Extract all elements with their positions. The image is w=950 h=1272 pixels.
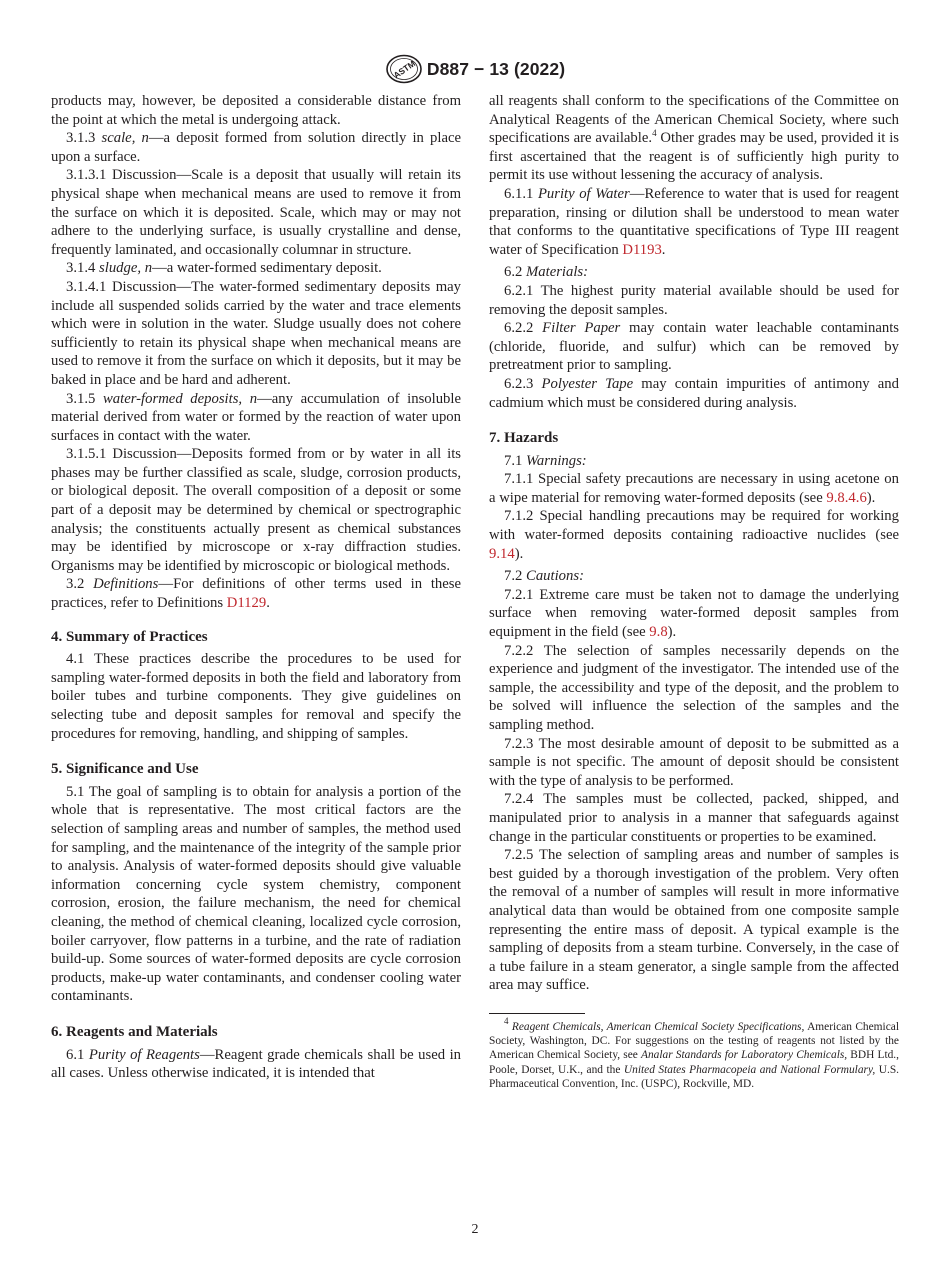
paragraph: 7.2.3 The most desirable amount of deposit to be submitted as a sample is not specific. The amount of deposit should be consistent with the type of analysis to be performed. [489,735,899,789]
paragraph: 4.1 These practices describe the procedures to be used for sampling water-formed deposits in both the field and laboratory from boiler tubes and turbine components. They give guidelines on selecting tube and deposit samples for removal and specify the procedures for removing, handling, and shipping of samples. [51,651,461,742]
paragraph: 5.1 The goal of sampling is to obtain for analysis a portion of the whole that is representative. The most critical factors are the selection of sampling areas and number of samples, the method used for sampling, and the maintenance of the integrity of the sample prior to analysis. Analysis of water-formed deposits should give valuable information concerning cycle system chemistry, component corrosion, erosion, the failure mechanism, the need for chemical cleaning, the method of chemical cleaning, localized cycle corrosion, boiler carryover, flow patterns in a turbine, and the rate of radiation build-up. Some sources of water-formed deposits are cycle corrosion products, make-up water contaminants, and condenser cooling water contaminants. [51,783,461,1005]
paragraph: 6.1.1 Purity of Water—Reference to water that is used for reagent preparation, rinsing or dilution shall be understood to mean water that conforms to the quantitative specifications of Type III reagent water of Specification D1193. [489,185,899,258]
page-header [0,54,950,84]
paragraph: 3.1.5 water-formed deposits, n—any accumulation of insoluble material derived from water or formed by the reaction of water upon surfaces in contact with the water. [51,390,462,444]
paragraph: 7.2.1 Extreme care must be taken not to damage the underlying surface when removing water-formed deposit samples from equipment in the field (see 9.8). [489,586,899,641]
page-number: 2 [471,1222,479,1237]
paragraph: 3.1.4.1 Discussion—The water-formed sedimentary deposits may include all suspended solids carried by the water and trace elements which were in solution in the water. Sludge usually does not cohere sufficiently to retain its physical shape when mechanical means are used to remove it from the surface on which it deposits, but it may be baked in place and be hard and adherent. [51,278,461,388]
left-column [51,92,461,1083]
reference-link-9-8-4-6[interactable]: 9.8.4.6 [826,489,867,506]
reference-link-9-8[interactable]: 9.8 [649,624,668,641]
paragraph: 7.1.1 Special safety precautions are necessary in using acetone on a wipe material for removing water-formed deposits (see 9.8.4.6). [489,471,899,506]
paragraph: 7.1 Warnings: [504,452,587,469]
section-heading: 5. Significance and Use [51,761,199,778]
paragraph: 6.2.2 Filter Paper may contain water leachable contaminants (chloride, fluoride, and sulfur) which can be removed by pretreatment prior to sampling. [489,320,900,374]
paragraph: 3.1.5.1 Discussion—Deposits formed from or by water in all its phases may be further classified as scale, sludge, corrosion products, or biological deposit. The overall composition of a deposit or some part of a deposit may be determined by chemical or spectrographic analysis; the constituents actually present as chemical substances may be identified by microscope or x-ray diffraction studies. Organisms may be identified by microscopic or biological methods. [51,446,461,574]
paragraph: products may, however, be deposited a considerable distance from the point at which the metal is undergoing attack. [51,93,461,128]
paragraph: 3.1.4 sludge, n—a water-formed sedimentary deposit. [66,260,382,277]
logo-text: ASTM [391,58,417,81]
footnote-marker: 4 [652,128,657,139]
paragraph: 7.2 Cautions: [504,568,584,585]
footnote-divider [489,1013,585,1014]
document-id: D887 − 13 (2022) [426,58,566,79]
paragraph: 3.2 Definitions—For definitions of other terms used in these practices, refer to Definitions D1129. [51,576,461,612]
paragraph: 7.2.4 The samples must be collected, packed, shipped, and manipulated prior to analysis in a manner that safeguards against change in the particular constituents or properties to be examined. [489,791,899,845]
paragraph: 7.2.2 The selection of samples necessarily depends on the experience and judgment of the investigator. The intended use of the sample, the accessibility and type of the deposit, and the problem to be solved will influence the selection of the samples and the sampling method. [489,642,899,733]
footnote: $^4$ Reagent Chemicals, American Chemical Society Specifications, American Chemical Society, Washington, DC. For suggestions on the testing of reagents not listed by the American Chemical Society, see Analar Standards for Laboratory Chemicals, BDH Ltd., Poole, Dorset, U.K., and the United States Pharmacopeia and National Formulary, U.S. Pharmaceutical Convention, Inc. (USPC), Rockville, MD. [489,1015,900,1090]
right-column [489,92,899,1091]
section-heading: 6. Reagents and Materials [51,1023,218,1040]
reference-link-9-14[interactable]: 9.14 [489,545,515,562]
paragraph: 7.1.2 Special handling precautions may be required for working with water-formed deposits containing radioactive nuclides (see 9.14). [489,508,899,562]
paragraph: 6.1 Purity of Reagents—Reagent grade chemicals shall be used in all cases. Unless otherwise indicated, it is intended that [51,1046,461,1082]
reference-link-d1129[interactable]: D1129 [226,595,267,612]
paragraph: 6.2 Materials: [504,264,589,281]
paragraph: 6.2.3 Polyester Tape may contain impurities of antimony and cadmium which must be considered during analysis. [489,375,899,411]
paragraph: 6.2.1 The highest purity material available should be used for removing the deposit samples. [489,282,899,318]
paragraph: 7.2.5 The selection of sampling areas and number of samples is best guided by a thorough investigation of the problem. Very often the removal of a number of samples will result in more informative analytical data than would be obtained from one composite sample representing the entire mass of deposit. A typical example is the sampling of deposits from a steam turbine. Conversely, in the case of a tube failure in a steam generator, a single sample from the affected area may suffice. [489,847,899,994]
section-heading: 4. Summary of Practices [51,628,208,645]
reference-link-d1193[interactable]: D1193 [622,241,662,258]
section-heading: 7. Hazards [489,430,559,447]
astm-logo-icon [385,54,423,84]
paragraph: all reagents shall conform to the specifications of the Committee on Analytical Reagents of the American Chemical Society, where such specifications are available.$^4$ Other grades may be used, provided it is first ascertained that the reagent is of sufficiently high purity to permit its use without lessening the accuracy of analysis. [489,93,900,184]
paragraph: 3.1.3.1 Discussion—Scale is a deposit that usually will retain its physical shape when mechanical means are used to remove it from the surface on which it is deposited. Scale, which may or may not adhere to the underlying surface, is usually crystalline and dense, frequently laminated, and occasionally columnar in structure. [51,167,461,258]
paragraph: 3.1.3 scale, n—a deposit formed from solution directly in place upon a surface. [51,130,462,165]
